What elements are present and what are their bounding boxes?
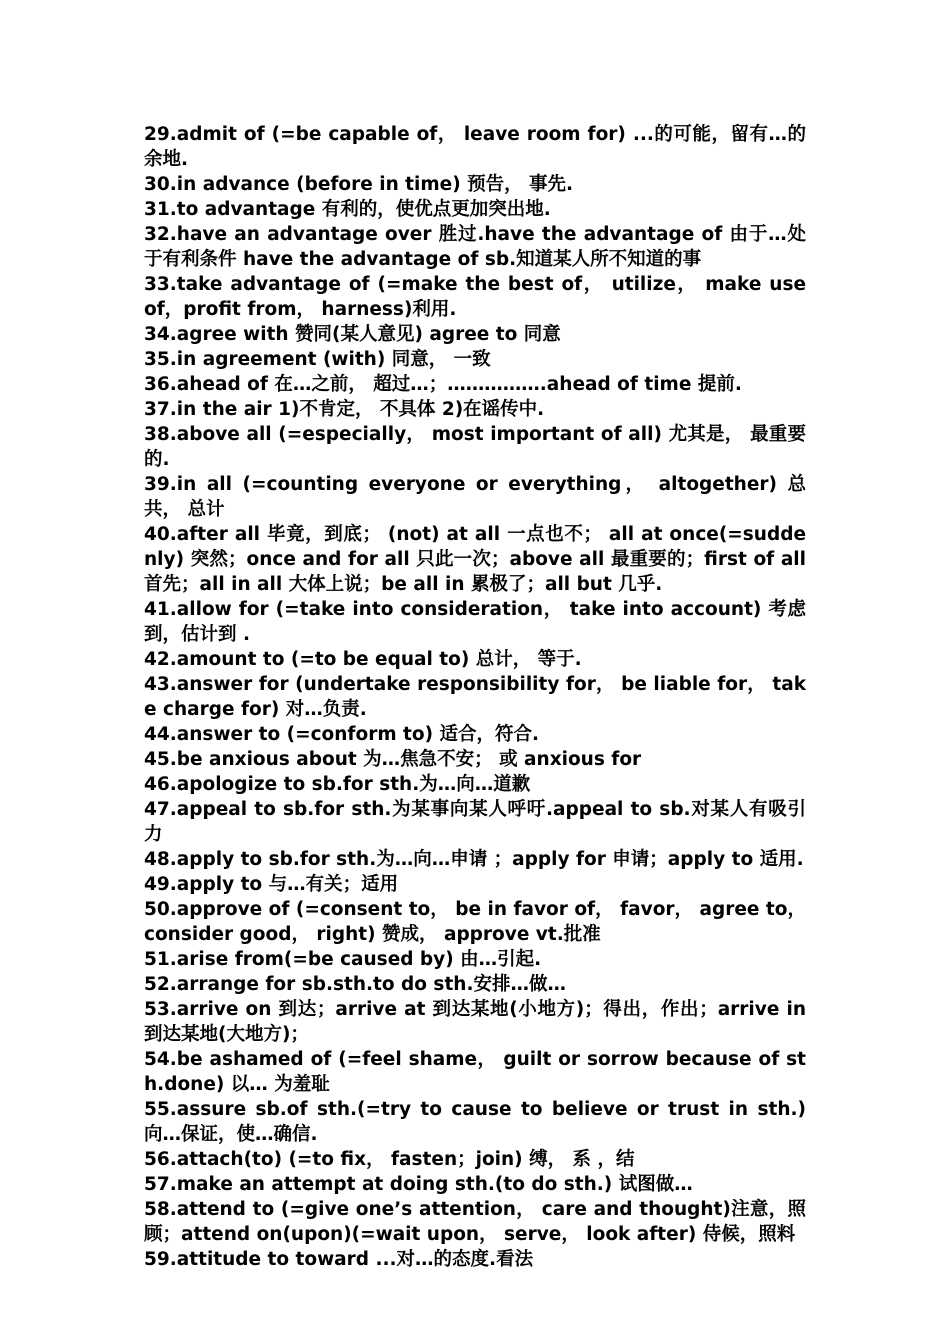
phrase-entry-30: 30.in advance (before in time) 预告， 事先. bbox=[144, 174, 574, 195]
phrase-entry-34: 34.agree with 赞同(某人意见) agree to 同意 bbox=[144, 324, 561, 345]
phrase-entry-32: 32.have an advantage over 胜过.have the advantage of 由于…处于有利条件 have the advantage of sb.知道某人所不知道的事 bbox=[144, 224, 806, 270]
phrase-entry-48: 48.apply to sb.for sth.为…向…申请 ；apply for 申请；apply to 适用. bbox=[144, 849, 804, 870]
phrase-entry-57: 57.make an attempt at doing sth.(to do sth.) 试图做… bbox=[144, 1174, 693, 1195]
phrase-entry-41: 41.allow for (=take into consideration， take into account) 考虑到，估计到 . bbox=[144, 599, 806, 645]
phrase-entry-54: 54.be ashamed of (=feel shame， guilt or sorrow because of sth.done) 以… 为羞耻 bbox=[144, 1049, 806, 1095]
phrase-entry-59: 59.attitude to toward ...对…的态度.看法 bbox=[144, 1249, 534, 1270]
phrase-list bbox=[144, 122, 806, 1272]
phrase-entry-42: 42.amount to (=to be equal to) 总计， 等于. bbox=[144, 649, 582, 670]
phrase-entry-40: 40.after all 毕竟，到底； (not) at all 一点也不； all at once(=suddenly) 突然；once and for all 只此一次；above all 最重要的；first of all 首先；all in all 大体上说；be all in 累极了；all but 几乎. bbox=[144, 524, 806, 595]
phrase-entry-46: 46.apologize to sb.for sth.为…向…道歉 bbox=[144, 774, 531, 795]
phrase-entry-53: 53.arrive on 到达；arrive at 到达某地(小地方)；得出，作出；arrive in 到达某地(大地方)； bbox=[144, 999, 806, 1045]
phrase-entry-47: 47.appeal to sb.for sth.为某事向某人呼吁.appeal to sb.对某人有吸引力 bbox=[144, 799, 806, 845]
phrase-entry-37: 37.in the air 1)不肯定， 不具体 2)在谣传中. bbox=[144, 399, 545, 420]
phrase-entry-38: 38.above all (=especially， most important of all) 尤其是， 最重要的. bbox=[144, 424, 806, 470]
phrase-entry-55: 55.assure sb.of sth.(=try to cause to believe or trust in sth.) 向…保证，使…确信. bbox=[144, 1099, 806, 1145]
phrase-entry-49: 49.apply to 与…有关；适用 bbox=[144, 874, 399, 895]
phrase-entry-39: 39.in all (=counting everyone or everything， altogether) 总共， 总计 bbox=[144, 474, 806, 520]
phrase-entry-36: 36.ahead of 在…之前， 超过…；…………….ahead of time 提前. bbox=[144, 374, 742, 395]
phrase-entry-31: 31.to advantage 有利的，使优点更加突出地. bbox=[144, 199, 551, 220]
phrase-entry-51: 51.arise from(=be caused by) 由…引起. bbox=[144, 949, 542, 970]
phrase-entry-29: 29.admit of (=be capable of， leave room for) ...的可能，留有…的余地. bbox=[144, 124, 806, 170]
phrase-entry-56: 56.attach(to) (=to fix， fasten；join) 缚， 系 ，结 bbox=[144, 1149, 635, 1170]
phrase-entry-58: 58.attend to (=give one’s attention， care and thought)注意，照顾；attend on(upon)(=wait upon， serve， look after) 侍候，照料 bbox=[144, 1199, 806, 1245]
phrase-entry-45: 45.be anxious about 为…焦急不安； 或 anxious for bbox=[144, 749, 642, 770]
phrase-entry-33: 33.take advantage of (=make the best of， utilize， make use of，profit from， harness)利用. bbox=[144, 274, 806, 320]
phrase-entry-43: 43.answer for (undertake responsibility for， be liable for， take charge for) 对…负责. bbox=[144, 674, 806, 720]
phrase-entry-52: 52.arrange for sb.sth.to do sth.安排…做… bbox=[144, 974, 566, 995]
phrase-entry-50: 50.approve of (=consent to， be in favor of， favor， agree to，consider good， right) 赞成， approve vt.批准 bbox=[144, 899, 806, 945]
phrase-entry-35: 35.in agreement (with) 同意， 一致 bbox=[144, 349, 491, 370]
phrase-entry-44: 44.answer to (=conform to) 适合，符合. bbox=[144, 724, 540, 745]
